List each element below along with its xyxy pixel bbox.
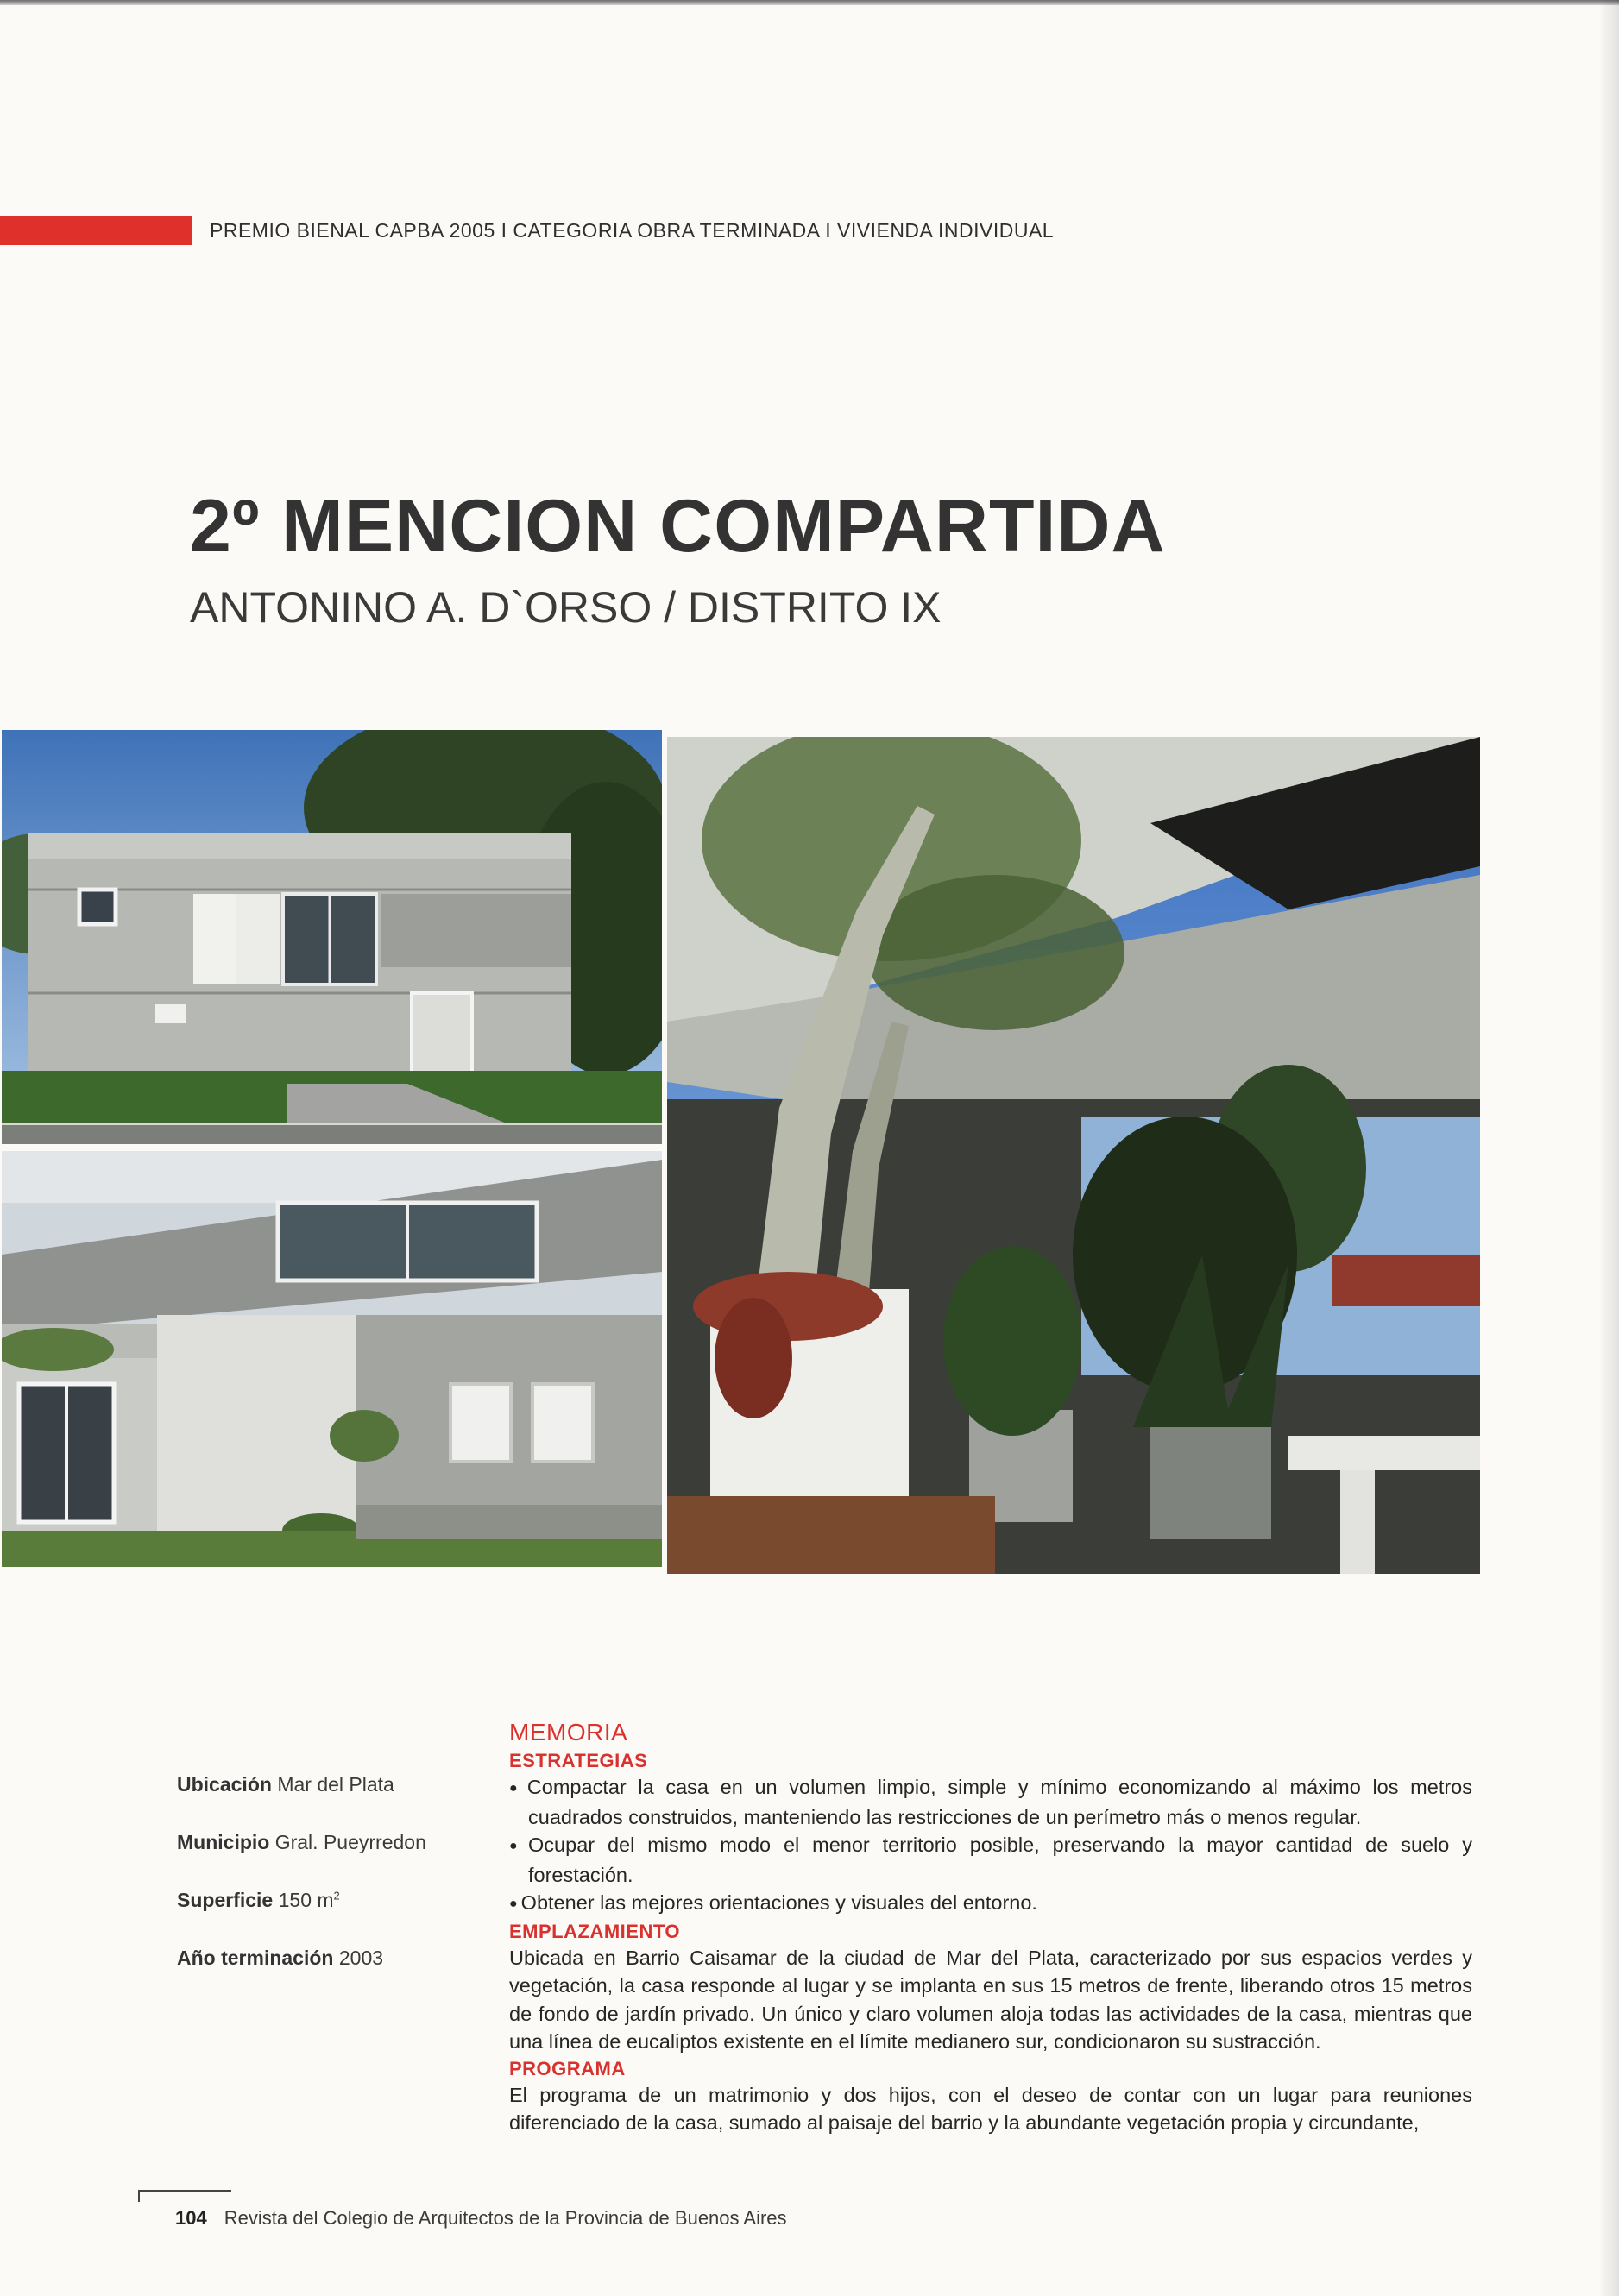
page-number: 104	[175, 2207, 207, 2229]
top-edge-line	[0, 0, 1619, 5]
fact-ano-terminacion	[177, 1947, 488, 2004]
estrategia-item: ● Compactar la casa en un volumen limpio, simple y mínimo economizando al máximo los metros cuadrados construidos, manteniendo las restricciones de un perímetro más o menos regular.	[509, 1773, 1472, 1831]
estrategia-item: ● Obtener las mejores orientaciones y visuales del entorno.	[509, 1889, 1472, 1919]
page-gutter-shadow	[1598, 0, 1619, 2296]
project-facts	[177, 1773, 488, 2004]
page-footer	[175, 2207, 787, 2230]
estrategias-list	[509, 1773, 1472, 1919]
estrategia-item: ● Ocupar del mismo modo el menor territorio posible, preservando la mayor cantidad de suelo y forestación.	[509, 1831, 1472, 1889]
fact-value: 2003	[338, 1947, 384, 1969]
fact-label: Año terminación	[177, 1947, 334, 1969]
header-accent-bar	[0, 216, 192, 245]
programa-heading: PROGRAMA	[509, 2057, 626, 2079]
photo-house-garden	[2, 1151, 662, 1567]
memoria-heading: MEMORIA	[509, 1719, 628, 1746]
programa-text: El programa de un matrimonio y dos hijos, con el deseo de contar con un lugar para reuniones diferenciado de la casa, sumado al paisaje del barrio y la abundante vegetación propia y circundante,	[509, 2083, 1472, 2134]
fact-label: Superficie	[177, 1889, 274, 1911]
emplazamiento-text: Ubicada en Barrio Caisamar de la ciudad de Mar del Plata, caracterizado por sus espacios verdes y vegetación, la casa responde al lugar y se implanta en sus 15 metros de frente, liberando otros 15 metros de fondo de jardín privado. Un único y claro volumen aloja todas las actividades de la casa, mientras que una línea de eucaliptos existente en el límite medianero sur, condicionaron su sustracción.	[509, 1946, 1472, 2053]
page-subtitle: ANTONINO A. D`ORSO / DISTRITO IX	[190, 583, 942, 632]
fact-label: Ubicación	[177, 1773, 272, 1796]
fact-municipio	[177, 1831, 488, 1889]
fact-label: Municipio	[177, 1831, 270, 1853]
emplazamiento-heading: EMPLAZAMIENTO	[509, 1920, 680, 1942]
fact-ubicacion	[177, 1773, 488, 1831]
fact-value: Gral. Pueyrredon	[274, 1831, 426, 1853]
fact-value: 150 m	[278, 1889, 334, 1911]
publication-name: Revista del Colegio de Arquitectos de la Provincia de Buenos Aires	[224, 2207, 787, 2229]
photo-house-front	[2, 730, 662, 1144]
footer-rule	[138, 2190, 231, 2192]
fact-superficie	[177, 1889, 488, 1947]
fact-value: Mar del Plata	[277, 1773, 394, 1796]
header-category: PREMIO BIENAL CAPBA 2005 I CATEGORIA OBRA TERMINADA I VIVIENDA INDIVIDUAL	[210, 219, 1055, 242]
footer-rule-tick	[138, 2190, 140, 2202]
page-title: 2º MENCION COMPARTIDA	[190, 485, 1166, 568]
photo-patio-eucalyptus	[667, 737, 1480, 1574]
memoria-section	[509, 1717, 1472, 2137]
estrategias-heading: ESTRATEGIAS	[509, 1750, 648, 1771]
fact-unit-superscript: 2	[333, 1889, 340, 1903]
